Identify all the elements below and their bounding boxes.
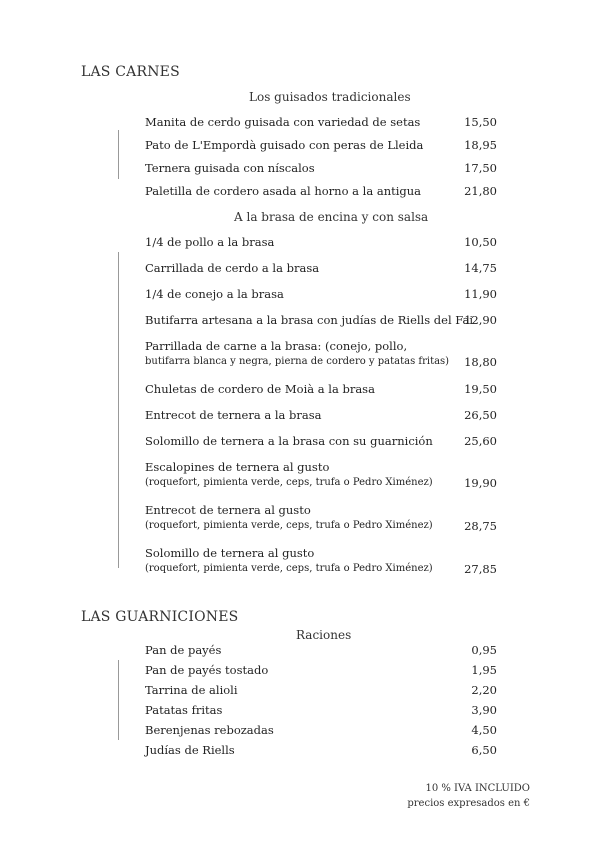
menu-item xyxy=(145,502,497,534)
dish-name: Paletilla de cordero asada al horno a la antigua xyxy=(145,184,422,198)
menu-item xyxy=(145,642,497,658)
dish-price: 19,90 xyxy=(464,476,497,490)
menu-item xyxy=(145,459,497,491)
dish-name: Entrecot de ternera al gusto xyxy=(145,503,311,517)
dish-price: 26,50 xyxy=(464,408,497,422)
dish-description: (roquefort, pimienta verde, ceps, trufa o Pedro Ximénez) xyxy=(145,477,433,488)
dish-name: Ternera guisada con níscalos xyxy=(145,161,315,175)
dish-name: Solomillo de ternera al gusto xyxy=(145,546,315,560)
menu-item xyxy=(145,742,497,758)
subheading-raciones: Raciones xyxy=(296,628,352,642)
dish-name: Patatas fritas xyxy=(145,703,223,717)
dish-name: Pato de L'Empordà guisado con peras de Lleida xyxy=(145,138,424,152)
dish-price: 0,95 xyxy=(471,643,497,657)
dish-name: Escalopines de ternera al gusto xyxy=(145,460,330,474)
dish-name: Entrecot de ternera a la brasa xyxy=(145,408,322,422)
dish-price: 15,50 xyxy=(464,115,497,129)
dish-name: Solomillo de ternera a la brasa con su guarnición xyxy=(145,434,433,448)
dish-price: 2,20 xyxy=(471,683,497,697)
dish-price: 17,50 xyxy=(464,161,497,175)
subheading-brasa: A la brasa de encina y con salsa xyxy=(234,210,429,224)
menu-item xyxy=(145,682,497,698)
dish-price: 18,95 xyxy=(464,138,497,152)
dish-description: (roquefort, pimienta verde, ceps, trufa o Pedro Ximénez) xyxy=(145,563,433,574)
menu-item xyxy=(145,662,497,678)
vat-note: 10 % IVA INCLUIDO xyxy=(425,783,530,794)
menu-item xyxy=(145,545,497,577)
dish-name: Chuletas de cordero de Moià a la brasa xyxy=(145,382,375,396)
dish-name: Judías de Riells xyxy=(145,743,235,757)
dish-description: butifarra blanca y negra, pierna de cordero y patatas fritas) xyxy=(145,356,450,367)
dish-price: 11,90 xyxy=(464,287,497,301)
dish-price: 3,90 xyxy=(471,703,497,717)
menu-item xyxy=(145,433,497,449)
dish-description: (roquefort, pimienta verde, ceps, trufa o Pedro Ximénez) xyxy=(145,520,433,531)
dish-price: 4,50 xyxy=(471,723,497,737)
dish-price: 19,50 xyxy=(464,382,497,396)
dish-price: 27,85 xyxy=(464,562,497,576)
menu-item xyxy=(145,286,497,302)
menu-item xyxy=(145,160,497,176)
dish-name: 1/4 de pollo a la brasa xyxy=(145,235,275,249)
menu-item xyxy=(145,312,497,328)
menu-item xyxy=(145,381,497,397)
dish-price: 28,75 xyxy=(464,519,497,533)
menu-item xyxy=(145,338,497,370)
dish-price: 12,90 xyxy=(464,313,497,327)
dish-price: 6,50 xyxy=(471,743,497,757)
section-title-guarniciones: LAS GUARNICIONES xyxy=(81,609,239,625)
dish-name: Tarrina de alioli xyxy=(145,683,238,697)
dish-price: 10,50 xyxy=(464,235,497,249)
dish-name: Manita de cerdo guisada con variedad de setas xyxy=(145,115,421,129)
menu-item xyxy=(145,722,497,738)
menu-item xyxy=(145,702,497,718)
subheading-guisados: Los guisados tradicionales xyxy=(249,90,411,104)
dish-price: 21,80 xyxy=(464,184,497,198)
dish-price: 1,95 xyxy=(471,663,497,677)
dish-name: Carrillada de cerdo a la brasa xyxy=(145,261,320,275)
menu-item xyxy=(145,260,497,276)
menu-item xyxy=(145,137,497,153)
divider-rule xyxy=(118,660,119,740)
dish-name: Berenjenas rebozadas xyxy=(145,723,274,737)
dish-price: 14,75 xyxy=(464,261,497,275)
dish-name: Pan de payés tostado xyxy=(145,663,269,677)
dish-name: 1/4 de conejo a la brasa xyxy=(145,287,284,301)
dish-price: 18,80 xyxy=(464,355,497,369)
menu-item xyxy=(145,407,497,423)
menu-item xyxy=(145,234,497,250)
dish-name: Butifarra artesana a la brasa con judías de Riells del Fai xyxy=(145,313,474,327)
dish-name: Pan de payés xyxy=(145,643,222,657)
section-title-carnes: LAS CARNES xyxy=(81,64,180,80)
menu-item xyxy=(145,183,497,199)
menu-item xyxy=(145,114,497,130)
divider-rule xyxy=(118,252,119,568)
dish-name: Parrillada de carne a la brasa: (conejo, pollo, xyxy=(145,339,408,353)
currency-note: precios expresados en € xyxy=(407,798,530,809)
divider-rule xyxy=(118,130,119,179)
dish-price: 25,60 xyxy=(464,434,497,448)
